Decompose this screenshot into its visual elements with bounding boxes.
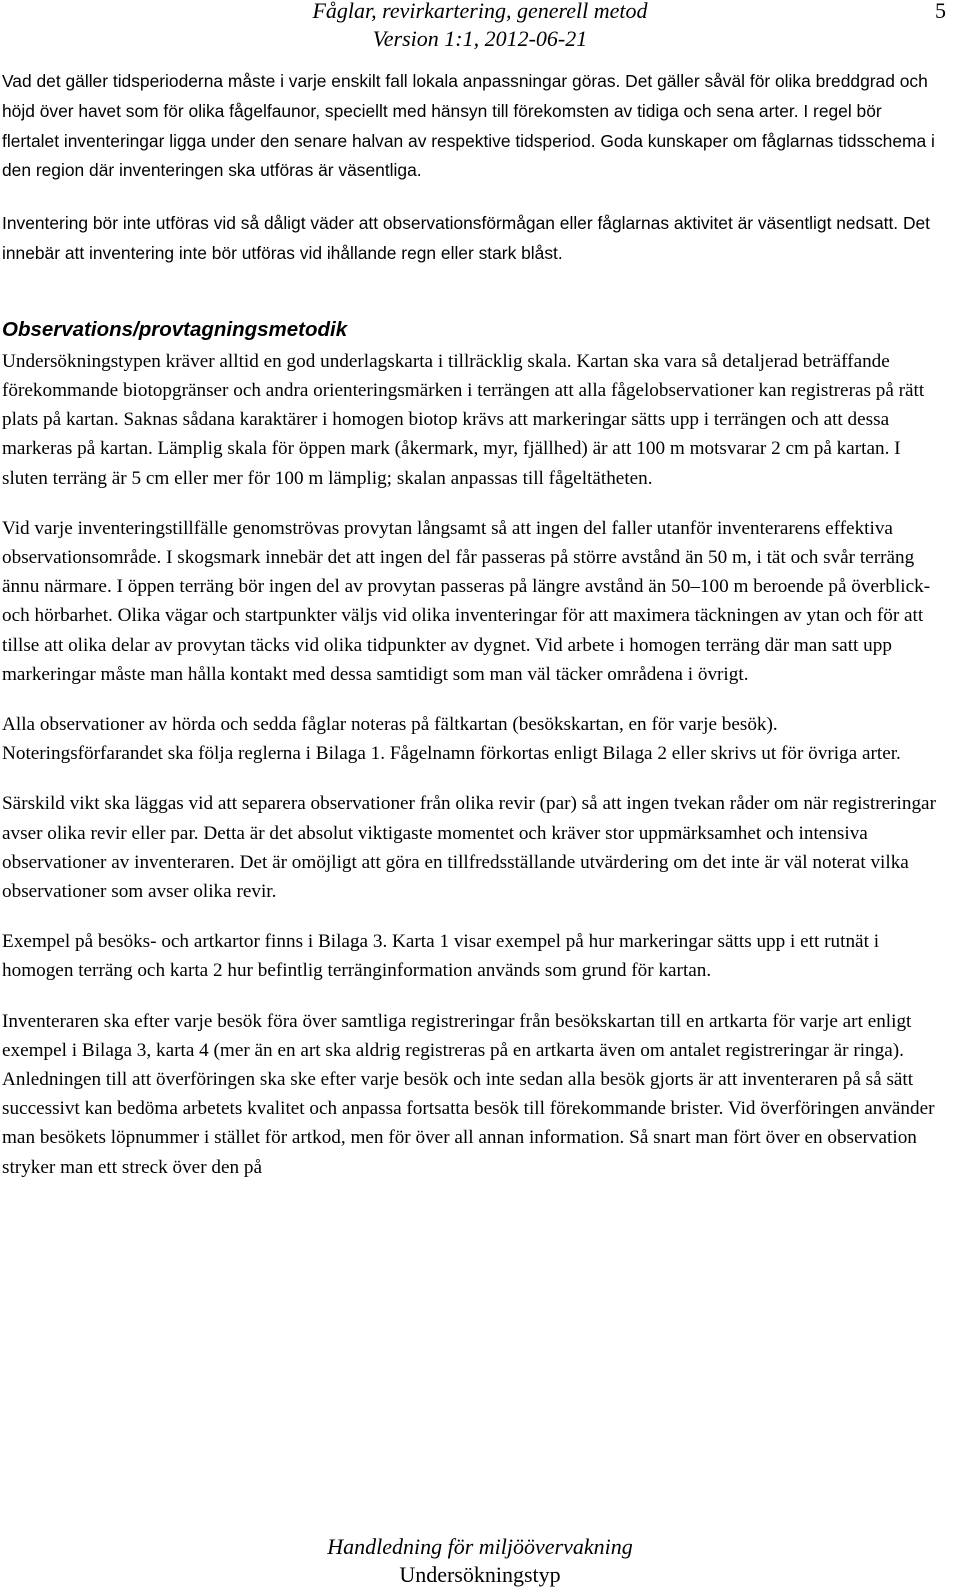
page-header [0,0,960,60]
intro-paragraph-1: Vad det gäller tidsperioderna måste i varje enskilt fall lokala anpassningar göras. Det gäller såväl för olika breddgrad och höjd över havet som för olika fågelfaunor, speciellt med hänsyn till förekomsten av tidiga och sena arter. I regel bör flertalet inventeringar ligga under den senare halvan av respektive tidsperiod. Goda kunskaper om fåglarnas tidsschema i den region där inventeringen ska utföras är väsentliga. [2,71,935,181]
body-paragraph-3: Alla observationer av hörda och sedda fåglar noteras på fältkartan (besökskartan, en för varje besök). Noteringsförfarandet ska följa reglerna i Bilaga 1. Fågelnamn förkortas enligt Bilaga 2 eller skrivs ut för övriga arter. [2,714,901,765]
header-title: Fåglar, revirkartering, generell metod [312,0,648,23]
intro-paragraph-2: Inventering bör inte utföras vid så dåligt väder att observationsförmågan eller fåglarnas aktivitet är väsentligt nedsatt. Det innebär att inventering inte bör utföras vid ihållande regn eller stark blåst. [2,213,931,263]
body-paragraph-6: Inventeraren ska efter varje besök föra över samtliga registreringar från besökskartan till en artkarta för varje art enligt exempel i Bilaga 3, karta 4 (mer än en art ska aldrig registreras på en artkarta även om antalet registreringar är ringa). Anledningen till att överföringen ska ske efter varje besök och inte sedan alla besök gjorts är att inventeraren på så sätt successivt kan bedöma arbetets kvalitet och anpassa fortsatta besök till förekommande brister. Vid överföringen använder man besökets löpnummer i stället för artkod, men för över all annan information. Så snart man fört över en observation stryker man ett streck över den på [2,1010,935,1178]
footer-title: Handledning för miljöövervakning [327,1534,633,1559]
header-version: Version 1:1, 2012-06-21 [372,26,588,51]
section-heading: Observations/provtagningsmetodik [2,317,348,341]
body-paragraph-1: Undersökningstypen kräver alltid en god underlagskarta i tillräcklig skala. Kartan ska vara så detaljerad beträffande förekommande biotopgränser och andra orienteringsmärken i terrängen att alla fågelobservationer kan registreras på rätt plats på kartan. Saknas sådana karaktärer i homogen biotop krävs att markeringar sätts upp i terrängen och att dessa markeras på kartan. Lämplig skala för öppen mark (åkermark, myr, fjällhed) är att 100 m motsvarar 2 cm på kartan. I sluten terräng är 5 cm eller mer för 100 m lämplig; skalan anpassas till fågeltätheten. [2,350,925,489]
footer-subtitle: Undersökningstyp [399,1562,561,1587]
page-number: 5 [935,0,946,23]
body-paragraph-4: Särskild vikt ska läggas vid att separera observationer från olika revir (par) så att ingen tvekan råder om när registreringar avser olika revir eller par. Detta är det absolut viktigaste momentet och kräver stor uppmärksamhet och intensiva observationer av inventeraren. Det är omöjligt att göra en tillfredsställande utvärdering om det inte är väl noterat vilka observationer som avser olika revir. [2,793,936,903]
page-footer [0,1533,960,1589]
body-paragraph-2: Vid varje inventeringstillfälle genomströvas provytan långsamt så att ingen del faller utanför inventerarens effektiva observationsområde. I skogsmark innebär det att ingen del får passeras på större avstånd än 50 m, i tät och svår terräng ännu närmare. I öppen terräng bör ingen del av provytan passeras på längre avstånd än 50–100 m beroende på överblick- och hörbarhet. Olika vägar och startpunkter väljs vid olika inventeringar för att maximera täckningen av ytan och för att tillse att olika delar av provytan täcks vid olika tidpunkter av dygnet. Vid arbete i homogen terräng där man satt upp markeringar måste man hålla kontakt med dessa samtidigt som man väl täcker områdena i övrigt. [2,517,931,685]
body-paragraph-5: Exempel på besöks- och artkartor finns i Bilaga 3. Karta 1 visar exempel på hur markeringar sätts upp i ett rutnät i homogen terräng och karta 2 hur befintlig terränginformation används som grund för kartan. [2,931,880,982]
page-body [2,67,942,1203]
